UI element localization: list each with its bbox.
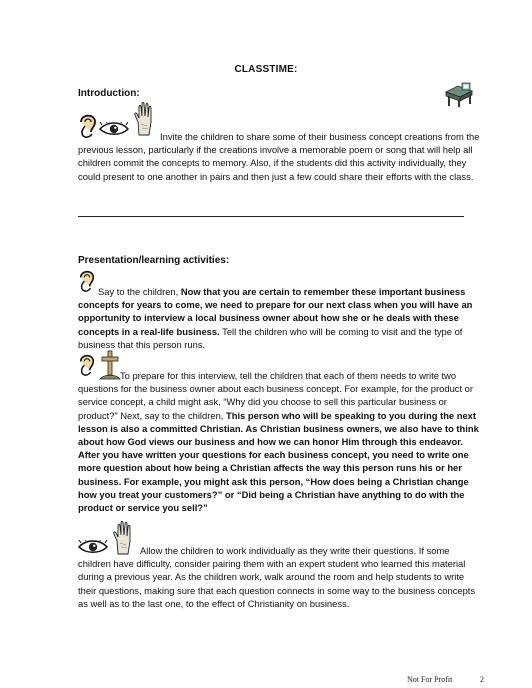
teacher-script-1: Now that you are certain to remember these important business concepts for years to come, we need to prepare for our next class when you will have an opportunity to interview a local business owner about how she or he deals with these concepts in a real-life business. xyxy=(78,286,473,337)
introduction-heading: Introduction: xyxy=(78,88,140,99)
introduction-paragraph xyxy=(78,130,482,183)
introduction-text: Invite the children to share some of their business concept creations from the previous lesson, particularly if the creations involve a memorable poem or song that will help all children commit the concepts to memory. Also, if the students did this activity individually, they could present to one another in pairs and then just a few could share their efforts with the class. xyxy=(78,131,480,182)
presentation-paragraph-1: Say to the children, Now that you are certain to remember these important business concepts for years to come, we need to prepare for our next class when you will have an opportunity to interview a local business owner about how she or he deals with these concepts in a real-life business. Tell the children who will be coming to visit and the type of business that this person runs. xyxy=(78,286,473,350)
presentation-paragraph-2: To prepare for this interview, tell the children that each of them needs to write two questions for the business owner about each business concept. For example, for the product or service concept, a child might ask, “Why did you choose to sell this particular business or product?” Next, say to the children, This person who will be speaking to you during the next lesson is also a committed Christian. As Christian business owners, we also have to think about how God views our business and how we can honor Him through this endeavor. After you have written your questions for each business concept, you need to write one more question about how being a Christian affects the way this person runs his or her business. For example, you might ask this person, “How does being a Christian change how you treat your customers?” or “Did being a Christian have anything to do with the product or service you sell?” xyxy=(78,370,479,514)
desk-icon xyxy=(444,82,474,108)
page-number: 2 xyxy=(480,675,484,684)
section-divider xyxy=(78,216,464,217)
teacher-script-2: This person who will be speaking to you during the next lesson is also a committed Christian. As Christian business owners, we also have to think about how God views our business and how we can honor Him through this endeavor. After you have written your questions for each business concept, you need to write one more question about how being a Christian affects the way this person runs his or her business. For example, you might ask this person, “How does being a Christian change how you treat your customers?” or “Did being a Christian have anything to do with the product or service you sell?” xyxy=(78,409,479,514)
page-title: CLASSTIME: xyxy=(234,64,298,75)
footer-label: Not For Profit xyxy=(407,675,453,684)
presentation-heading: Presentation/learning activities: xyxy=(78,255,230,266)
presentation-paragraph-3: Allow the children to work individually as they write their questions. If some children have difficulty, consider pairing them with an expert student who learned this material during a previous year. As the children work, walk around the room and help students to write their questions, making sure that each question connects in some way to the business concepts as well as to the last one, to the effect of Christianity on business. xyxy=(78,545,476,609)
